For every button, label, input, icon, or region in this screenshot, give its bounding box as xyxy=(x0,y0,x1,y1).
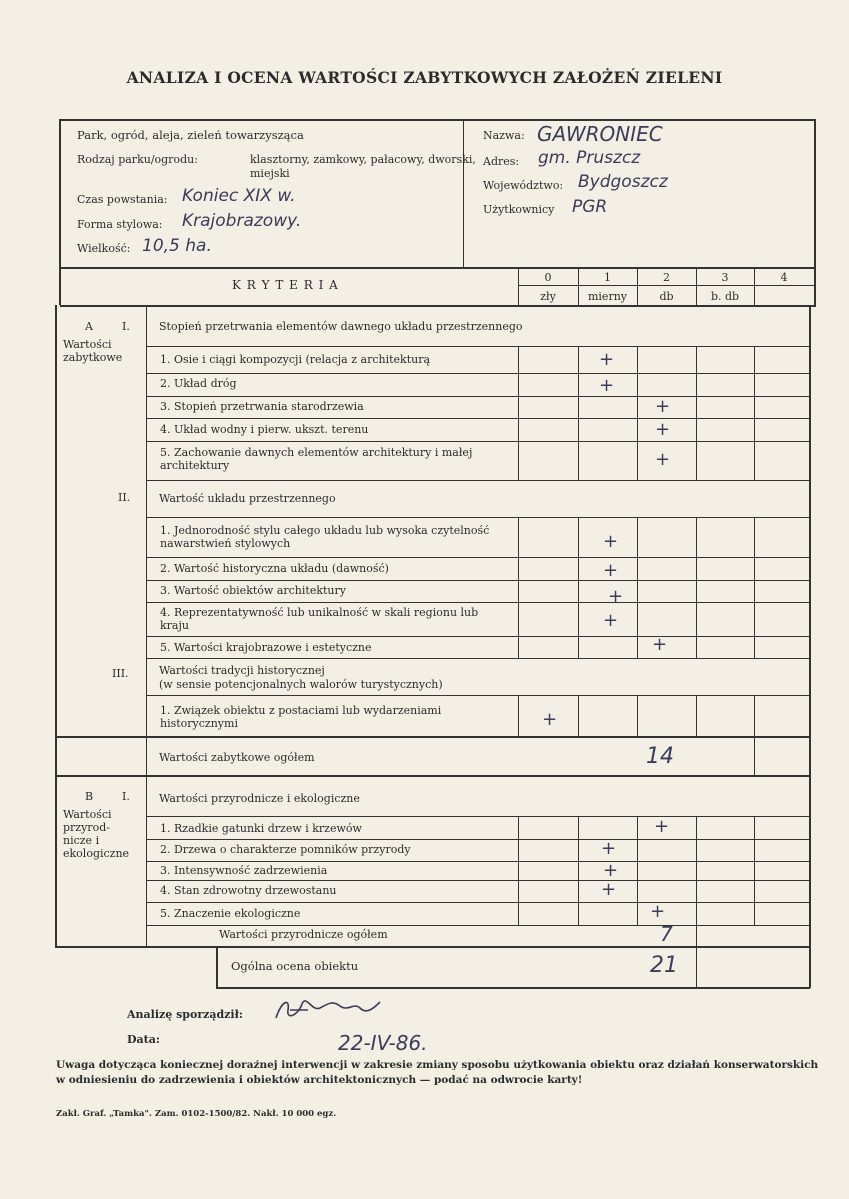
scale-0-label: zły xyxy=(540,290,556,303)
style-value: Krajobrazowy. xyxy=(182,211,302,231)
park-type-label: Park, ogród, aleja, zieleń towarzysząca xyxy=(77,128,304,142)
score-mark: + xyxy=(650,901,666,922)
score-mark: + xyxy=(603,860,619,881)
signature-scribble xyxy=(268,990,398,1030)
note-line-1: Uwaga dotycząca koniecznej doraźnej interwencji w zakresie zmiany sposobu użytkowania obiektu oraz działań konserwatorskich xyxy=(56,1059,819,1071)
criterion-b1-4: 4. Stan zdrowotny drzewostanu xyxy=(160,884,337,897)
criterion-a1-1: 1. Osie i ciągi kompozycji (relacja z architekturą xyxy=(160,353,431,366)
size-value: 10,5 ha. xyxy=(142,236,212,256)
score-mark: + xyxy=(652,634,668,655)
scale-1-num: 1 xyxy=(604,271,611,284)
criterion-a1-4: 4. Układ wodny i pierw. ukszt. terenu xyxy=(160,423,369,436)
score-mark: + xyxy=(608,586,624,607)
scale-3-num: 3 xyxy=(721,271,729,284)
section-b-total-value: 7 xyxy=(660,922,673,946)
section-b-name-4: ekologiczne xyxy=(63,847,130,860)
users-value: PGR xyxy=(572,197,608,217)
date-label: Data: xyxy=(127,1033,160,1046)
group-a2-heading: Wartość układu przestrzennego xyxy=(159,492,336,505)
score-mark: + xyxy=(542,709,558,730)
section-a-roman-2: II. xyxy=(118,491,131,504)
criterion-b1-1: 1. Rzadkie gatunki drzew i krzewów xyxy=(160,822,362,835)
criterion-a2-2: 2. Wartość historyczna układu (dawność) xyxy=(160,562,389,575)
page-title: ANALIZA I OCENA WARTOŚCI ZABYTKOWYCH ZAŁOŻEŃ ZIELENI xyxy=(126,68,723,87)
voivodeship-label: Województwo: xyxy=(483,179,564,192)
park-kind-options-2: miejski xyxy=(250,167,290,180)
section-a-letter: A xyxy=(85,320,93,333)
criteria-heading: K R Y T E R I A xyxy=(232,278,339,292)
scale-2-label: db xyxy=(659,290,674,303)
section-a-roman-1: I. xyxy=(122,320,130,333)
date-value: 22-IV-86. xyxy=(338,1031,428,1055)
criterion-a3-1: 1. Związek obiektu z postaciami lub wydarzeniami historycznymi xyxy=(160,704,442,730)
criterion-b1-2: 2. Drzewa o charakterze pomników przyrody xyxy=(160,843,411,856)
style-label: Forma stylowa: xyxy=(77,218,163,231)
name-label: Nazwa: xyxy=(483,129,525,142)
criterion-a1-3: 3. Stopień przetrwania starodrzewia xyxy=(160,400,364,413)
period-value: Koniec XIX w. xyxy=(182,186,296,206)
name-value: GAWRONIEC xyxy=(537,122,663,146)
size-label: Wielkość: xyxy=(77,242,131,255)
criterion-a2-1: 1. Jednorodność stylu całego układu lub wysoka czytelność nawarstwień stylowych xyxy=(160,524,490,550)
section-a-name-2: zabytkowe xyxy=(63,351,123,364)
park-kind-options: klasztorny, zamkowy, pałacowy, dworski, xyxy=(250,153,476,166)
park-kind-label: Rodzaj parku/ogrodu: xyxy=(77,153,198,166)
group-b1-heading: Wartości przyrodnicze i ekologiczne xyxy=(159,792,360,805)
section-a-name-1: Wartości xyxy=(63,338,112,351)
scale-2-num: 2 xyxy=(663,271,670,284)
scale-0-num: 0 xyxy=(544,271,552,284)
score-mark: + xyxy=(655,396,671,417)
criterion-a2-4: 4. Reprezentatywność lub unikalność w skali regionu lub kraju xyxy=(160,606,479,632)
users-label: Użytkownicy xyxy=(483,203,555,216)
address-label: Adres: xyxy=(483,155,520,168)
section-b-letter: B xyxy=(85,790,94,803)
note-line-2: w odniesieniu do zadrzewienia i obiektów architektonicznych — podać na odwrocie karty! xyxy=(56,1074,583,1086)
group-a3-heading-2: (w sensie potencjonalnych walorów turystycznych) xyxy=(159,678,443,691)
score-mark: + xyxy=(601,879,617,900)
score-mark: + xyxy=(654,816,670,837)
criterion-a1-5: 5. Zachowanie dawnych elementów architektury i małej architektury xyxy=(160,446,473,472)
scale-3-label: b. db xyxy=(710,290,740,303)
criterion-a1-2: 2. Układ dróg xyxy=(160,377,237,390)
section-b-total-label: Wartości przyrodnicze ogółem xyxy=(219,928,388,941)
section-a-total-label: Wartości zabytkowe ogółem xyxy=(159,751,315,764)
score-mark: + xyxy=(601,838,617,859)
score-mark: + xyxy=(655,449,671,470)
criterion-a2-5: 5. Wartości krajobrazowe i estetyczne xyxy=(160,641,372,654)
scale-4-num: 4 xyxy=(780,271,788,284)
section-b-name-3: nicze i xyxy=(63,834,100,847)
criterion-b1-3: 3. Intensywność zadrzewienia xyxy=(160,864,328,877)
score-mark: + xyxy=(599,349,615,370)
criterion-b1-5: 5. Znaczenie ekologiczne xyxy=(160,907,301,920)
prepared-by-label: Analizę sporządził: xyxy=(127,1008,243,1021)
voivodeship-value: Bydgoszcz xyxy=(578,172,668,192)
score-mark: + xyxy=(603,560,619,581)
section-b-roman-1: I. xyxy=(122,790,130,803)
address-value: gm. Pruszcz xyxy=(538,148,641,168)
score-mark: + xyxy=(655,419,671,440)
score-mark: + xyxy=(599,375,615,396)
group-a3-heading: Wartości tradycji historycznej xyxy=(159,664,325,677)
section-a-roman-3: III. xyxy=(112,667,129,680)
printer-info: Zakł. Graf. „Tamka". Zam. 0102-1500/82. Nakł. 10 000 egz. xyxy=(56,1109,337,1119)
section-b-name-1: Wartości xyxy=(63,808,112,821)
period-label: Czas powstania: xyxy=(77,193,168,206)
score-mark: + xyxy=(603,531,619,552)
score-mark: + xyxy=(603,610,619,631)
section-a-total-value: 14 xyxy=(646,744,674,769)
section-b-name-2: przyrod- xyxy=(63,821,110,834)
criterion-a2-3: 3. Wartość obiektów architektury xyxy=(160,584,346,597)
overall-value: 21 xyxy=(650,953,678,978)
scale-1-label: mierny xyxy=(587,290,627,303)
overall-label: Ogólna ocena obiektu xyxy=(231,959,359,973)
group-a1-heading: Stopień przetrwania elementów dawnego układu przestrzennego xyxy=(159,320,523,333)
